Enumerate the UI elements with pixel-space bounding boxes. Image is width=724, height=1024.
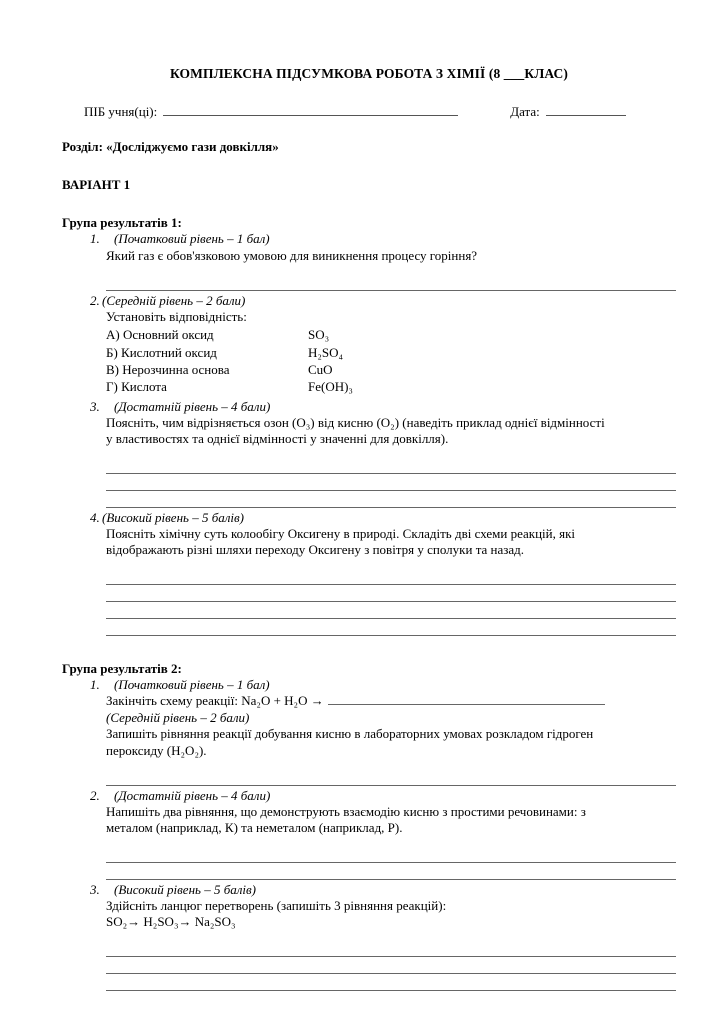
task-level: (Достатній рівень – 4 бали)	[114, 398, 271, 414]
task-question-line-1: Поясніть, чим відрізняється озон (O₃) від кисню (O₂) (наведіть приклад однієї відмінності	[106, 414, 605, 430]
task-level: (Високий рівень – 5 балів)	[114, 881, 256, 897]
answer-line[interactable]	[106, 863, 676, 880]
answer-area[interactable]	[106, 457, 676, 508]
reaction-answer-input[interactable]	[328, 693, 605, 705]
list-item	[106, 378, 676, 395]
answer-line[interactable]	[106, 457, 676, 474]
task-number: 1.	[90, 677, 100, 693]
group2-task-1	[90, 677, 676, 786]
task-header	[90, 510, 676, 526]
page-title: КОМПЛЕКСНА ПІДСУМКОВА РОБОТА З ХІМІЇ (8 ___КЛАС)	[169, 66, 568, 81]
task-level: (Початковий рівень – 1 бал)	[114, 231, 270, 247]
answer-line[interactable]	[106, 491, 676, 508]
task-level: (Початковий рівень – 1 бал)	[114, 677, 270, 693]
group1-task-1	[90, 231, 676, 291]
task-number: 3.	[90, 881, 100, 897]
answer-line[interactable]	[106, 585, 676, 602]
task-header	[90, 293, 676, 309]
match-term: А) Основний оксид	[106, 327, 214, 343]
list-item	[106, 326, 676, 343]
task-level: (Високий рівень – 5 балів)	[102, 509, 244, 525]
task-number: 1.	[90, 231, 100, 247]
reaction-scheme-prompt: Закінчіть схему реакції: Na₂O + H₂O →	[106, 693, 324, 709]
group1-task-3	[90, 399, 676, 508]
match-term: Г) Кислота	[106, 379, 167, 395]
answer-area[interactable]	[106, 769, 676, 786]
group1-task-4	[90, 510, 676, 636]
answer-area[interactable]	[106, 846, 676, 880]
match-formula: Fe(OH)₃	[308, 379, 353, 395]
match-term: Б) Кислотний оксид	[106, 344, 217, 360]
task-question-line-2: відображають різні шляхи переходу Оксигену з повітря у сполуки та назад.	[106, 542, 525, 558]
task-question-line-2: у властивостях та однієї відмінності у значенні для довкілля).	[106, 431, 449, 447]
task-question-line-2: металом (наприклад, К) та неметалом (наприклад, Р).	[106, 820, 403, 836]
variant-label: ВАРІАНТ 1	[62, 177, 131, 193]
matching-list	[106, 326, 676, 395]
task-question-text: Здійсніть ланцюг перетворень (запишіть 3 рівняння реакцій):	[106, 897, 447, 913]
group2-task-2	[90, 788, 676, 880]
task-question-text	[106, 693, 676, 710]
task-question-text: Який газ є обов'язковою умовою для виникнення процесу горіння?	[106, 248, 478, 264]
match-formula: SO₃	[308, 327, 330, 343]
task-question-text: Установіть відповідність:	[106, 308, 247, 324]
answer-line[interactable]	[106, 602, 676, 619]
group-1-heading: Група результатів 1:	[62, 215, 182, 231]
student-name-date-row	[62, 104, 676, 120]
section-label: Розділ: «Досліджуємо гази довкілля»	[62, 139, 279, 155]
task-header	[90, 231, 676, 247]
task-question-line-1: Запишіть рівняння реакції добування кисню в лабораторних умовах розкладом гідроген	[106, 726, 594, 742]
list-item	[106, 361, 676, 378]
document-content	[62, 0, 676, 991]
answer-line[interactable]	[106, 619, 676, 636]
task-header	[90, 788, 676, 804]
date-input[interactable]	[546, 104, 626, 116]
group-2-heading: Група результатів 2:	[62, 661, 182, 677]
reaction-chain: SO₂→ H₂SO₃→ Na₂SO₃	[106, 914, 236, 930]
answer-line[interactable]	[106, 846, 676, 863]
match-term: В) Нерозчинна основа	[106, 362, 230, 377]
task-number: 4.	[90, 509, 100, 525]
task-header	[90, 399, 676, 415]
answer-line[interactable]	[106, 274, 676, 291]
answer-line[interactable]	[106, 940, 676, 957]
answer-area[interactable]	[106, 274, 676, 291]
answer-line[interactable]	[106, 474, 676, 491]
student-name-input[interactable]	[163, 104, 458, 116]
answer-line[interactable]	[106, 974, 676, 991]
group1-task-2	[90, 293, 676, 396]
task-number: 2.	[90, 292, 100, 308]
student-name-label: ПІБ учня(ці):	[84, 104, 158, 120]
task-header	[90, 882, 676, 898]
list-item	[106, 344, 676, 361]
date-label: Дата:	[510, 104, 540, 120]
task-level: (Середній рівень – 2 бали)	[102, 292, 246, 308]
task-sub-level: (Середній рівень – 2 бали)	[106, 709, 250, 725]
task-question-line-1: Напишіть два рівняння, що демонструють взаємодію кисню з простими речовинами: з	[106, 803, 586, 819]
group2-task-3	[90, 882, 676, 991]
task-number: 3.	[90, 398, 100, 414]
answer-area[interactable]	[106, 940, 676, 991]
answer-line[interactable]	[106, 769, 676, 786]
match-formula: CuO	[308, 362, 333, 377]
task-question-line-1: Поясніть хімічну суть колообігу Оксигену в природі. Складіть дві схеми реакцій, які	[106, 525, 576, 541]
match-formula: H₂SO₄	[308, 344, 344, 360]
task-number: 2.	[90, 787, 100, 803]
answer-area[interactable]	[106, 568, 676, 636]
answer-line[interactable]	[106, 568, 676, 585]
answer-line[interactable]	[106, 957, 676, 974]
task-level: (Достатній рівень – 4 бали)	[114, 787, 271, 803]
task-question-line-2: пероксиду (H₂O₂).	[106, 742, 207, 758]
task-header	[90, 677, 676, 693]
